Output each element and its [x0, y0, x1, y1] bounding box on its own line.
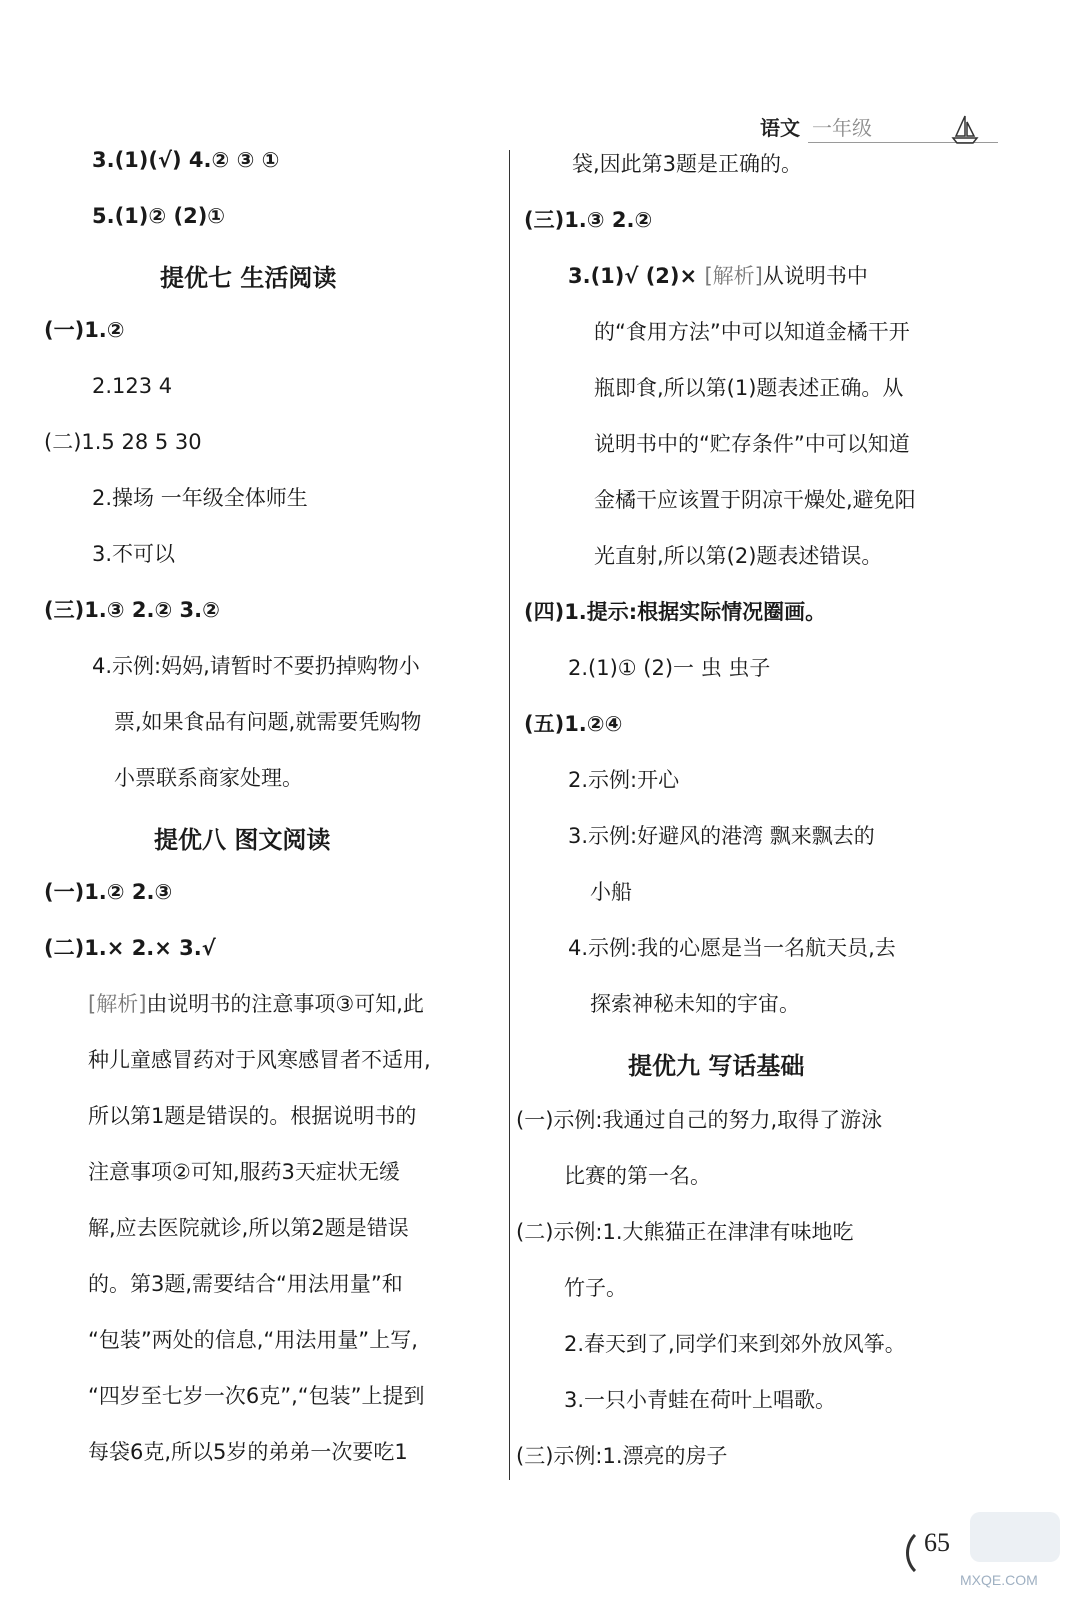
answer-line: (一)示例:我通过自己的努力,取得了游泳: [516, 1108, 883, 1132]
answer-line: (五)1.②④: [524, 712, 623, 736]
answer-line: 袋,因此第3题是正确的。: [572, 152, 803, 176]
answer-line: (三)示例:1.漂亮的房子: [516, 1444, 728, 1468]
answer-line: 2.(1)① (2)一 虫 虫子: [568, 656, 771, 680]
answer-line: 3.一只小青蛙在荷叶上唱歌。: [564, 1388, 837, 1412]
header-grade: 一年级: [812, 116, 872, 140]
answer-line: 2.操场 一年级全体师生: [92, 486, 308, 510]
answer-line: 3.示例:好避风的港湾 飘来飘去的: [568, 824, 875, 848]
analysis-line: 的“食用方法”中可以知道金橘干开: [594, 320, 910, 344]
answer-line: 3.(1)(√) 4.② ③ ①: [92, 148, 280, 172]
answer-line: (二)示例:1.大熊猫正在津津有味地吃: [516, 1220, 854, 1244]
answer-line: (三)1.③ 2.②: [524, 208, 653, 232]
analysis-line: “包装”两处的信息,“用法用量”上写,: [88, 1328, 418, 1352]
analysis-line: 种儿童感冒药对于风寒感冒者不适用,: [88, 1048, 431, 1072]
answer-line: 2.春天到了,同学们来到郊外放风筝。: [564, 1332, 906, 1356]
page-number-text: 65: [924, 1528, 950, 1557]
answer-line: 票,如果食品有问题,就需要凭购物: [114, 710, 422, 734]
answer-text: 3.(1)√ (2)×: [568, 264, 705, 288]
analysis-text: 从说明书中: [762, 264, 868, 288]
watermark-text: MXQE.COM: [960, 1572, 1038, 1588]
analysis-line: 光直射,所以第(2)题表述错误。: [594, 544, 883, 568]
analysis-line: 解,应去医院就诊,所以第2题是错误: [88, 1216, 409, 1240]
answer-line: 3.不可以: [92, 542, 176, 566]
analysis-line: 说明书中的“贮存条件”中可以知道: [594, 432, 910, 456]
analysis-text: 由说明书的注意事项③可知,此: [146, 992, 424, 1016]
analysis-tag: [解析]: [88, 992, 147, 1016]
answer-line: 小票联系商家处理。: [114, 766, 303, 790]
watermark: [960, 1512, 1070, 1592]
answer-line: (二)1.5 28 5 30: [44, 430, 202, 454]
section-title: 提优九 写话基础: [628, 1052, 805, 1080]
analysis-line: 的。第3题,需要结合“用法用量”和: [88, 1272, 403, 1296]
section-title: 提优八 图文阅读: [154, 826, 331, 854]
answer-line: [568, 262, 868, 290]
page-number: [906, 1520, 966, 1570]
answer-line: (一)1.② 2.③: [44, 880, 173, 904]
column-divider: [509, 150, 510, 1480]
answer-line: (一)1.②: [44, 318, 125, 342]
answer-line: 5.(1)② (2)①: [92, 204, 226, 228]
page-header: [760, 112, 1000, 152]
watermark-logo: [970, 1512, 1060, 1562]
analysis-line: “四岁至七岁一次6克”,“包装”上提到: [88, 1384, 425, 1408]
answer-line: 比赛的第一名。: [564, 1164, 711, 1188]
analysis-line: 每袋6克,所以5岁的弟弟一次要吃1: [88, 1440, 408, 1464]
analysis-line: 注意事项②可知,服药3天症状无缓: [88, 1160, 400, 1184]
sailboat-icon: [950, 114, 980, 146]
header-subject: 语文: [760, 116, 800, 140]
answer-line: (三)1.③ 2.② 3.②: [44, 598, 220, 622]
answer-line: (四)1.提示:根据实际情况圈画。: [524, 600, 827, 624]
answer-line: 探索神秘未知的宇宙。: [590, 992, 800, 1016]
answer-line: 4.示例:我的心愿是当一名航天员,去: [568, 936, 896, 960]
section-title: 提优七 生活阅读: [160, 264, 337, 292]
answer-line: 小船: [590, 880, 632, 904]
analysis-tag: [解析]: [704, 264, 763, 288]
answer-line: 4.示例:妈妈,请暂时不要扔掉购物小: [92, 654, 420, 678]
analysis-line: 所以第1题是错误的。根据说明书的: [88, 1104, 417, 1128]
answer-line: 2.123 4: [92, 374, 173, 398]
answer-line: 竹子。: [564, 1276, 627, 1300]
answer-line: 2.示例:开心: [568, 768, 680, 792]
answer-line: (二)1.× 2.× 3.√: [44, 936, 216, 960]
analysis-line: [88, 990, 424, 1018]
analysis-line: 瓶即食,所以第(1)题表述正确。从: [594, 376, 904, 400]
analysis-line: 金橘干应该置于阴凉干燥处,避免阳: [594, 488, 916, 512]
